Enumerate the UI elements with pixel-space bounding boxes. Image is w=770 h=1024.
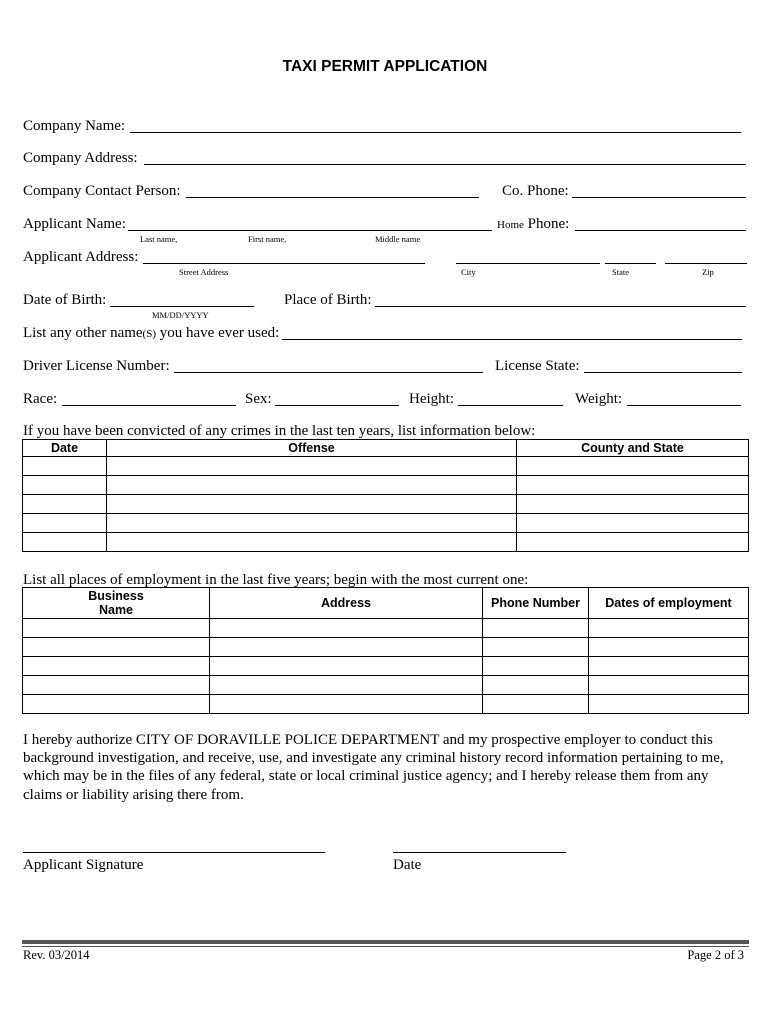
dob-field[interactable] (110, 306, 254, 307)
company-address-label: Company Address: (23, 150, 138, 166)
applicant-address-label: Applicant Address: (23, 249, 139, 265)
city-field[interactable] (456, 263, 600, 264)
company-contact-label: Company Contact Person: (23, 183, 181, 199)
table-row (23, 695, 749, 714)
table-row (23, 533, 749, 552)
employer-phone-cell[interactable] (483, 638, 589, 657)
first-name-caption: First name, (248, 234, 287, 244)
table-row (23, 457, 749, 476)
zip-caption: Zip (702, 267, 714, 277)
employer-name-cell[interactable] (23, 619, 210, 638)
employment-dates-cell[interactable] (589, 657, 749, 676)
applicant-signature-field[interactable] (23, 852, 325, 853)
employment-dates-cell[interactable] (589, 638, 749, 657)
crime-date-cell[interactable] (23, 495, 107, 514)
race-label: Race: (23, 391, 58, 407)
employer-phone-cell[interactable] (483, 619, 589, 638)
table-row (23, 495, 749, 514)
employer-address-cell[interactable] (210, 638, 483, 657)
state-field[interactable] (605, 263, 656, 264)
employer-name-cell[interactable] (23, 676, 210, 695)
company-address-field[interactable] (144, 164, 746, 165)
employment-dates-cell[interactable] (589, 676, 749, 695)
crime-offense-cell[interactable] (107, 476, 517, 495)
co-phone-field[interactable] (572, 197, 746, 198)
employer-address-cell[interactable] (210, 695, 483, 714)
license-state-field[interactable] (584, 372, 742, 373)
crime-county-cell[interactable] (517, 457, 749, 476)
crime-date-cell[interactable] (23, 457, 107, 476)
table-row (23, 619, 749, 638)
crime-county-cell[interactable] (517, 495, 749, 514)
street-address-caption: Street Address (179, 267, 229, 277)
phone-label: Phone: (527, 216, 570, 232)
crime-date-cell[interactable] (23, 533, 107, 552)
crime-county-cell[interactable] (517, 514, 749, 533)
table-row (23, 676, 749, 695)
employment-header-business-name: Business Name (23, 588, 210, 619)
employment-header-phone: Phone Number (483, 588, 589, 619)
race-field[interactable] (62, 405, 236, 406)
page-number: Page 2 of 3 (687, 948, 744, 962)
employer-address-cell[interactable] (210, 619, 483, 638)
employer-address-cell[interactable] (210, 676, 483, 695)
employment-dates-cell[interactable] (589, 695, 749, 714)
signature-date-label: Date (393, 857, 422, 873)
crimes-table (22, 439, 749, 552)
street-address-field[interactable] (143, 263, 425, 264)
table-row (23, 638, 749, 657)
height-label: Height: (409, 391, 454, 407)
table-row (23, 514, 749, 533)
employment-header-address: Address (210, 588, 483, 619)
license-state-label: License State: (495, 358, 580, 374)
applicant-name-label: Applicant Name: (23, 216, 126, 232)
crime-offense-cell[interactable] (107, 533, 517, 552)
weight-label: Weight: (575, 391, 623, 407)
other-names-field[interactable] (282, 339, 742, 340)
applicant-name-field[interactable] (128, 230, 492, 231)
employer-name-cell[interactable] (23, 638, 210, 657)
last-name-caption: Last name, (140, 234, 178, 244)
crime-offense-cell[interactable] (107, 457, 517, 476)
dob-format-caption: MM/DD/YYYY (152, 310, 209, 320)
city-caption: City (461, 267, 476, 277)
employer-phone-cell[interactable] (483, 676, 589, 695)
form-title: TAXI PERMIT APPLICATION (282, 58, 488, 75)
footer-rule (22, 940, 749, 944)
sex-label: Sex: (245, 391, 272, 407)
table-row (23, 657, 749, 676)
other-names-label (23, 325, 279, 342)
home-label: Home (497, 219, 524, 231)
employment-table (22, 587, 749, 714)
employer-phone-cell[interactable] (483, 657, 589, 676)
home-phone-field[interactable] (575, 230, 746, 231)
other-names-text: List any other name (23, 325, 143, 341)
driver-license-field[interactable] (174, 372, 483, 373)
signature-date-field[interactable] (393, 852, 566, 853)
company-name-label: Company Name: (23, 118, 126, 134)
crimes-intro: If you have been convicted of any crimes in the last ten years, list information below: (23, 423, 536, 439)
employment-intro: List all places of employment in the last five years; begin with the most current one: (23, 572, 529, 588)
crimes-header-offense: Offense (107, 440, 517, 457)
authorization-statement: I hereby authorize CITY OF DORAVILLE POLICE DEPARTMENT and my prospective employer to conduct this background investigation, and receive, use, and investigate any criminal history record information pertaining to me, which may be in the files of any federal, state or local criminal justice agency; and I hereby release them from any claims or liability arising there from. (23, 732, 724, 803)
employment-dates-cell[interactable] (589, 619, 749, 638)
other-names-text-end: you have ever used: (156, 325, 280, 341)
dob-label: Date of Birth: (23, 292, 107, 308)
sex-field[interactable] (275, 405, 399, 406)
crimes-header-county-state: County and State (517, 440, 749, 457)
table-row (23, 476, 749, 495)
crime-date-cell[interactable] (23, 514, 107, 533)
crime-offense-cell[interactable] (107, 495, 517, 514)
driver-license-label: Driver License Number: (23, 358, 170, 374)
employer-address-cell[interactable] (210, 657, 483, 676)
place-of-birth-field[interactable] (375, 306, 746, 307)
revision-text: Rev. 03/2014 (23, 948, 90, 962)
weight-field[interactable] (627, 405, 741, 406)
home-phone-label (497, 216, 569, 233)
applicant-signature-label: Applicant Signature (23, 857, 144, 873)
state-caption: State (612, 267, 629, 277)
crime-date-cell[interactable] (23, 476, 107, 495)
crime-county-cell[interactable] (517, 533, 749, 552)
employer-phone-cell[interactable] (483, 695, 589, 714)
zip-field[interactable] (665, 263, 747, 264)
crimes-header-date: Date (23, 440, 107, 457)
employment-header-dates: Dates of employment (589, 588, 749, 619)
crime-county-cell[interactable] (517, 476, 749, 495)
co-phone-label: Co. Phone: (502, 183, 569, 199)
employer-name-cell[interactable] (23, 657, 210, 676)
company-name-field[interactable] (130, 132, 741, 133)
footer-rule-thin (22, 946, 749, 947)
height-field[interactable] (458, 405, 563, 406)
other-names-s: (S) (142, 328, 156, 340)
employer-name-cell[interactable] (23, 695, 210, 714)
middle-name-caption: Middle name (375, 234, 421, 244)
crime-offense-cell[interactable] (107, 514, 517, 533)
place-of-birth-label: Place of Birth: (284, 292, 372, 308)
company-contact-field[interactable] (186, 197, 479, 198)
